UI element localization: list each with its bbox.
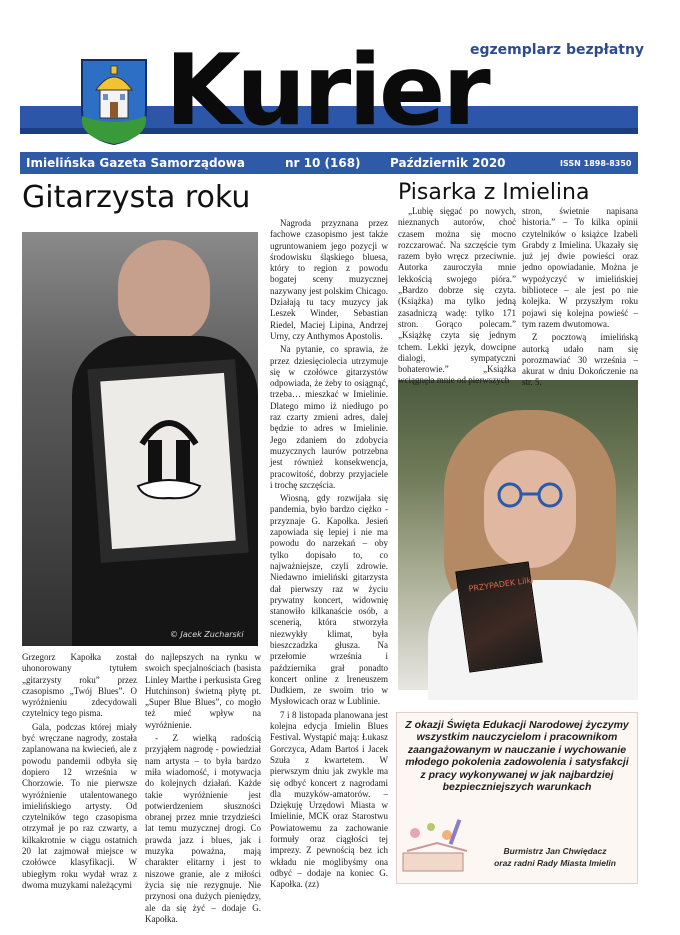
article-paragraph: do najlepszych na rynku w swoich specjalnościach (basista Linley Marthe i perkusista Greg Hutchinson) świetną płytę pt. „Super Blue Blues”, co mogło też mieć wpływ na wyróżnienie. [145, 652, 261, 730]
article-paragraph: „Lubię sięgać po nowych, nieznanych autorów, choć czasem można się mocno rozczarować. Na szczęście tym razem było wręcz przeciwnie. Autorka zauroczyła mnie lekkością swojego pióra.” „Bardzo dobrze się czyta. (Książka) ma tylko jedną zasadniczą wadę: tylko 171 stron. Gorąco polecam.” „Książkę czyta się jednym tchem. Lekki język, dowcipne dialogi, sympatyczni bohaterowie.” „Książka wciągnęła mnie od pierwszych [398, 206, 516, 386]
issue-date: Październik 2020 [390, 156, 506, 170]
glasses-icon [490, 482, 570, 508]
article-column-3 [270, 218, 388, 922]
article-paragraph: Wiosną, gdy rozwijała się pandemia, było bardzo ciężko - przyznaje G. Kapołka. Jesień zapowiada się lepiej i nie ma powodu do narzekań – oby tylko dopisało to, co najważniejsze, czyli zdrowie. Niedawno imieliński gitarzysta dał pierwszy raz w życiu prywatny koncert, widownię stanowiło kilkanaście osób, a scenerią, która stworzyła niezwykły klimat, była bieszczadzka głusza. Na przełomie września i października grał ponadto koncert online z Ireneuszem Dudkiem, ze swoim trio w Mysłowicach oraz w Lublinie. [270, 493, 388, 707]
wishes-signature [475, 845, 635, 869]
award-artwork-icon [134, 404, 204, 504]
paper-subtitle: Imielińska Gazeta Samorządowa [26, 156, 245, 170]
teachers-day-wishes-box [396, 712, 638, 884]
writer-column-1 [398, 206, 516, 386]
article-paragraph: Grzegorz Kapołka został uhonorowany tytułem „gitarzysty roku” przez czasopismo „Twój Blues”. O wyróżnieniu zdecydowali czytelnicy tego pisma. [22, 652, 137, 719]
guitarist-photo [22, 232, 258, 646]
article-paragraph: - Z wielką radością przyjąłem nagrodę - powiedział nam artysta – to była bardzo miła wiadomość, i motywacja do kolejnych działań. Każde takie wyróżnienie jest potwierdzeniem słuszności obranej przez mnie trzydzieści lat temu muzycznej drogi. Co prawda jazz i blues, jak i muzyka poważna, mają charakter elitarny i jest to niszowe granie, ale z miłości życia się nie rezygnuje. Nie przynosi ona dużych pieniędzy, ale da się żyć – dodaje G. Kapołka. [145, 733, 261, 924]
free-copy-note: egzemplarz bezpłatny [470, 42, 645, 58]
town-crest-icon [80, 58, 148, 146]
article-paragraph: 7 i 8 listopada planowana jest kolejna edycja Imielin Blues Festival. Wystąpić mają: Łukasz Gorczyca, Adam Bartoś i Jacek Szuła z kwartetem. W pierwszym dniu jak zwykle ma się odbyć koncert z nagrodami dla muzyków-amatorów. – Dziękuję Urzędowi Miasta w Imielinie, MCK oraz Starostwu Powiatowemu za zachowanie formuły oraz ciągłości tej imprezy. Z pewnością bez ich wkładu nie moglibyśmy ona odbyć – dodaje na koniec G. Kapołka. (zz) [270, 709, 388, 890]
wishes-signature-council: oraz radni Rady Miasta Imielin [494, 858, 616, 868]
photo-credit: © Jacek Zucharski [170, 630, 244, 639]
article-paragraph: Z pocztową imielińską autorką udało nam się porozmawiać 30 września – akurat w dniu Dokończenie na str. 5. [522, 332, 638, 388]
article-paragraph: Gala, podczas której miały być wręczane nagrody, została zaplanowana na kwiecień, ale z powodu pandemii odbyła się dopiero 12 września w Chorzowie. To nie pierwsze wyróżnienie utalentowanego imielińskiego artysty. Od czytelników tego czasopisma otrzymał je po raz czwarty, a kilkakrotnie w ciągu ostatnich 20 lat zajmował miejsce w czołówce klasyfikacji. W ubiegłym roku wydał wraz z dwoma muzykami należącymi [22, 721, 137, 890]
issue-info-bar [20, 152, 638, 174]
headline-writer: Pisarka z Imielina [398, 180, 590, 205]
school-supplies-icon [397, 813, 477, 883]
photo-head-shape [118, 240, 210, 342]
article-paragraph: stron, świetnie napisana historia.” – To kilka opinii czytelników o książce Izabeli Grabdy z Imielina. Ukazały się już jej dwie powieści oraz jedno opowiadanie. Można je wypożyczyć w imielińskiej bibliotece – ale jest po nie kolejka. W przyszłym roku pojawi się kolejna powieść – tym razem dwutomowa. [522, 206, 638, 329]
issn-number: ISSN 1898-8350 [560, 159, 632, 168]
article-paragraph: Nagroda przyznana przez fachowe czasopismo jest także ugruntowaniem jego pozycji w środowisku śląskiego bluesa, który to region z powodu bogatej sceny muzycznej nazywany jest polskim Chicago. Działają tu tacy muzycy jak Leszek Winder, Sebastian Riedel, Maciej Lipina, Andrzej Urny, czy Anthymos Apostolis. [270, 218, 388, 341]
wishes-signature-mayor: Burmistrz Jan Chwiędacz [503, 846, 607, 856]
writer-photo [398, 380, 638, 690]
article-column-2 [145, 652, 261, 922]
issue-number: nr 10 (168) [285, 156, 361, 170]
writer-column-2 [522, 206, 638, 388]
article-paragraph: Na pytanie, co sprawia, że przez dziesięciolecia utrzymuje się w czołówce gitarzystów odpowiada, że żeby to osiągnąć, trzeba… mieszkać w Imielinie. Dlatego mimo iż niedługo po raz czarty zmieni adres, dalej będzie to adres w Imielinie. Jego zdaniem do zdobycia muzycznych laurów potrzebna jest również konsekwencja, pracowitość, dobrzy przyjaciele i trochę szczęścia. [270, 344, 388, 490]
book-cover-title: PRZYPADEK Lilki [467, 575, 534, 594]
headline-guitarist: Gitarzysta roku [22, 180, 251, 215]
masthead-title: Kurier [165, 34, 488, 148]
photo-face-shape [484, 450, 576, 568]
wishes-text: Z okazji Święta Edukacji Narodowej życzymy wszystkim nauczycielom i pracownikom zaangażowanym w nauczanie i wychowanie młodego pokolenia zadowolenia i satysfakcji z pracy wykonywanej w jak najbardziej bezpieczniejszych warunkach [405, 719, 629, 794]
article-column-1 [22, 652, 137, 922]
